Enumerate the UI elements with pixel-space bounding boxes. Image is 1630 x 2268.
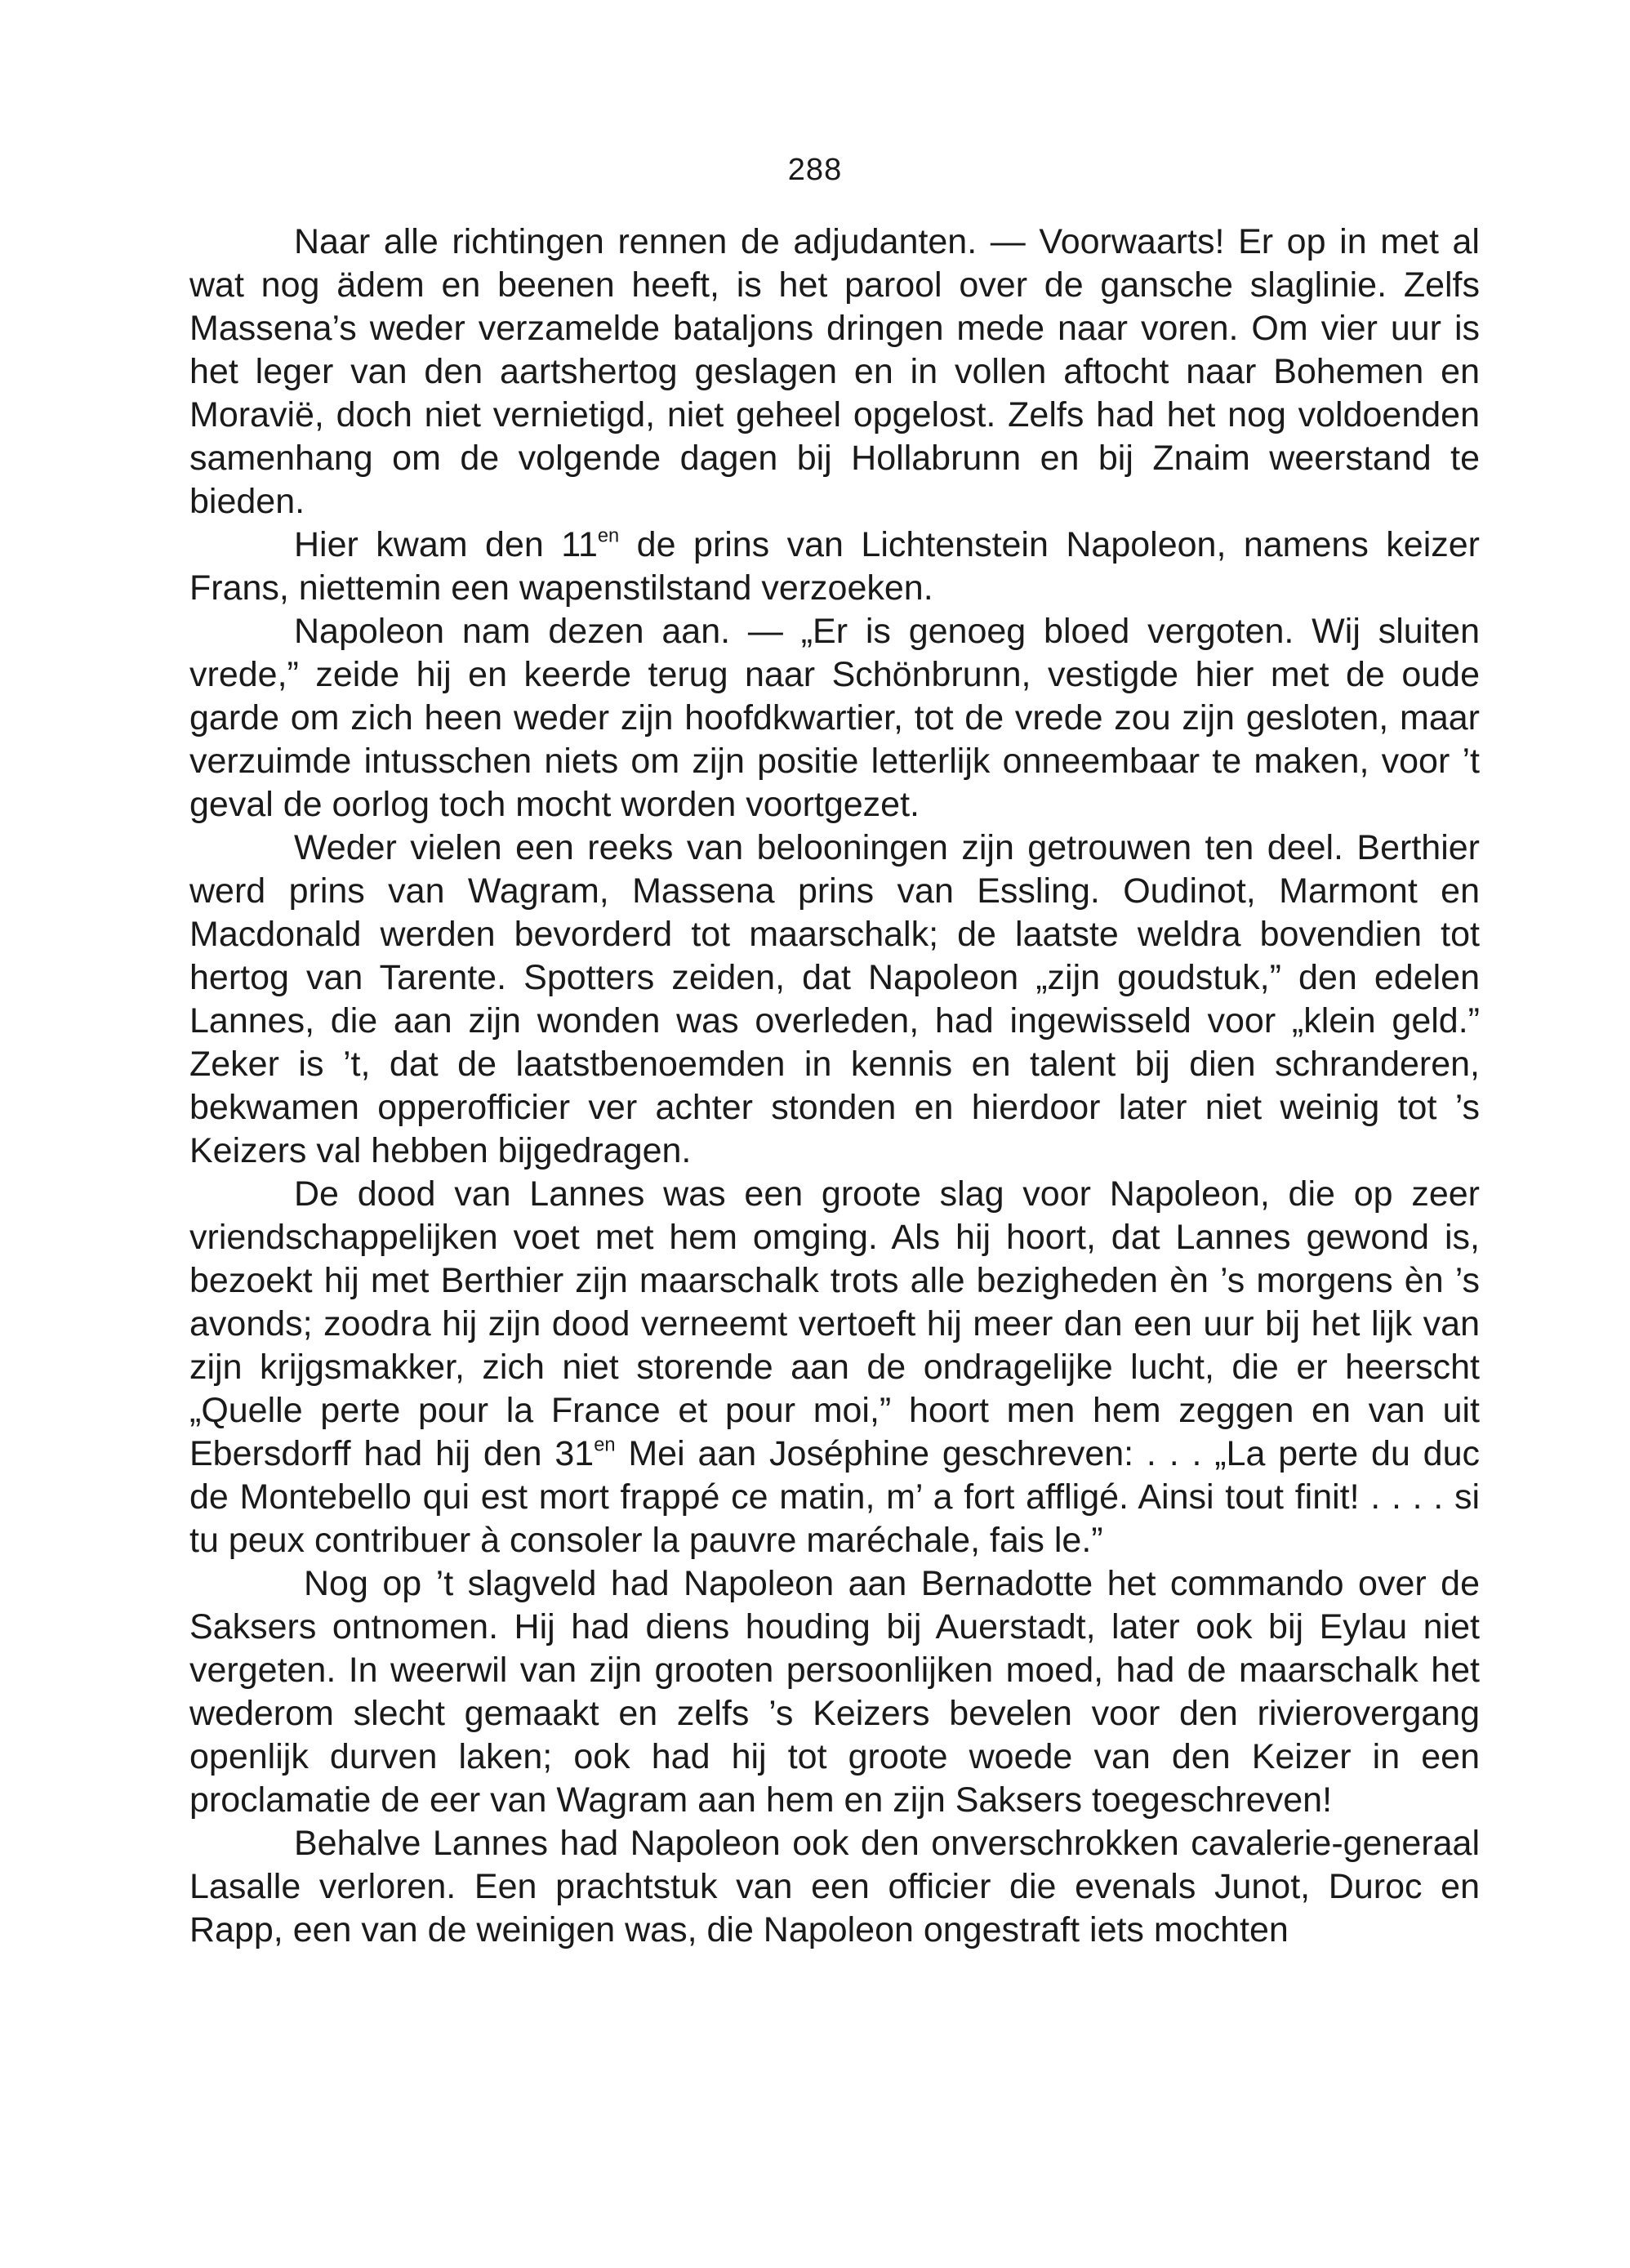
body-text (189, 221, 1480, 1952)
paragraph-text: Naar alle richtingen rennen de adjudanten. — Voorwaarts! Er op in met al wat nog ädem en beenen heeft, is het parool over de gansche slaglinie. Zelfs Massena’s weder verzamelde bataljons dringen mede naar voren. Om vier uur is het leger van den aartshertog geslagen en in vollen aftocht naar Bohemen en Moravië, doch niet vernietigd, niet geheel opgelost. Zelfs had het nog voldoenden samenhang om de volgende dagen bij Hollabrunn en bij Znaim weerstand te bieden. (189, 222, 1480, 521)
superscript: en (597, 525, 620, 547)
paragraph-text: Behalve Lannes had Napoleon ook den onverschrokken cavalerie-generaal Lasalle verloren. Een prachtstuk van een officier die evenals Junot, Duroc en Rapp, een van de weinigen was, die Napoleon ongestraft iets mochten (189, 1824, 1480, 1949)
paragraph-text: Weder vielen een reeks van belooningen zijn getrouwen ten deel. Berthier werd prins van Wagram, Massena prins van Essling. Oudinot, Marmont en Macdonald werden bevorderd tot maarschalk; de laatste weldra bovendien tot hertog van Tarente. Spotters zeiden, dat Napoleon „zijn goudstuk,” den edelen Lannes, die aan zijn wonden was overleden, had ingewisseld voor „klein geld.” Zeker is ’t, dat de laatstbenoemden in kennis en talent bij dien schranderen, bekwamen opperofficier ver achter stonden en hierdoor later niet weinig tot ’s Keizers val hebben bijgedragen. (189, 828, 1480, 1170)
paragraph-text: Mei aan Joséphine geschreven: . . . „La perte du duc de Montebello qui est mort frappé ce matin, m’ a fort affligé. Ainsi tout finit! . . . . si tu peux contribuer à consoler la pauvre maréchale, fais le.” (189, 1434, 1481, 1560)
paragraph-lichtenstein (189, 524, 1480, 610)
paragraph-text: De dood van Lannes was een groote slag voor Napoleon, die op zeer vriendschappelijken voet met hem omging. Als hij hoort, dat Lannes gewond is, bezoekt hij met Berthier zijn maarschalk trots alle bezigheden èn ’s morgens èn ’s avonds; zoodra hij zijn dood verneemt vertoeft hij meer dan een uur bij het lijk van zijn krijgsmakker, zich niet storende aan de ondragelijke lucht, die er heerscht „Quelle perte pour la France et pour moi,” hoort men hem zeggen en van uit Ebersdorff had hij den 31 (189, 1174, 1480, 1473)
paragraph-text: Hier kwam den 11 (294, 525, 598, 564)
paragraph-adjudanten (189, 221, 1480, 524)
paragraph-bernadotte (189, 1562, 1480, 1822)
paragraph-belooningen (189, 827, 1480, 1173)
page-number: 288 (787, 153, 843, 187)
superscript: en (594, 1434, 616, 1456)
paragraph-text: Napoleon nam dezen aan. — „Er is genoeg bloed vergoten. Wij sluiten vrede,” zeide hij en keerde terug naar Schönbrunn, vestigde hier met de oude garde om zich heen weder zijn hoofdkwartier, tot de vrede zou zijn gesloten, maar verzuimde intusschen niets om zijn positie letterlijk onneembaar te maken, voor ’t geval de oorlog toch mocht worden voortgezet. (189, 612, 1480, 824)
paragraph-text: Nog op ’t slagveld had Napoleon aan Bernadotte het commando over de Saksers ontnomen. Hij had diens houding bij Auerstadt, later ook bij Eylau niet vergeten. In weerwil van zijn grooten persoonlijken moed, had de maarschalk het wederom slecht gemaakt en zelfs ’s Keizers bevelen voor den rivierovergang openlijk durven laken; ook had hij tot groote woede van den Keizer in een proclamatie de eer van Wagram aan hem en zijn Saksers toegeschreven! (189, 1564, 1480, 1820)
paragraph-lannes (189, 1173, 1480, 1562)
paragraph-text: de prins van Lichtenstein Napoleon, namens keizer Frans, niettemin een wapenstilstand verzoeken. (189, 525, 1480, 608)
paragraph-vrede (189, 610, 1480, 827)
paragraph-lasalle (189, 1822, 1480, 1952)
